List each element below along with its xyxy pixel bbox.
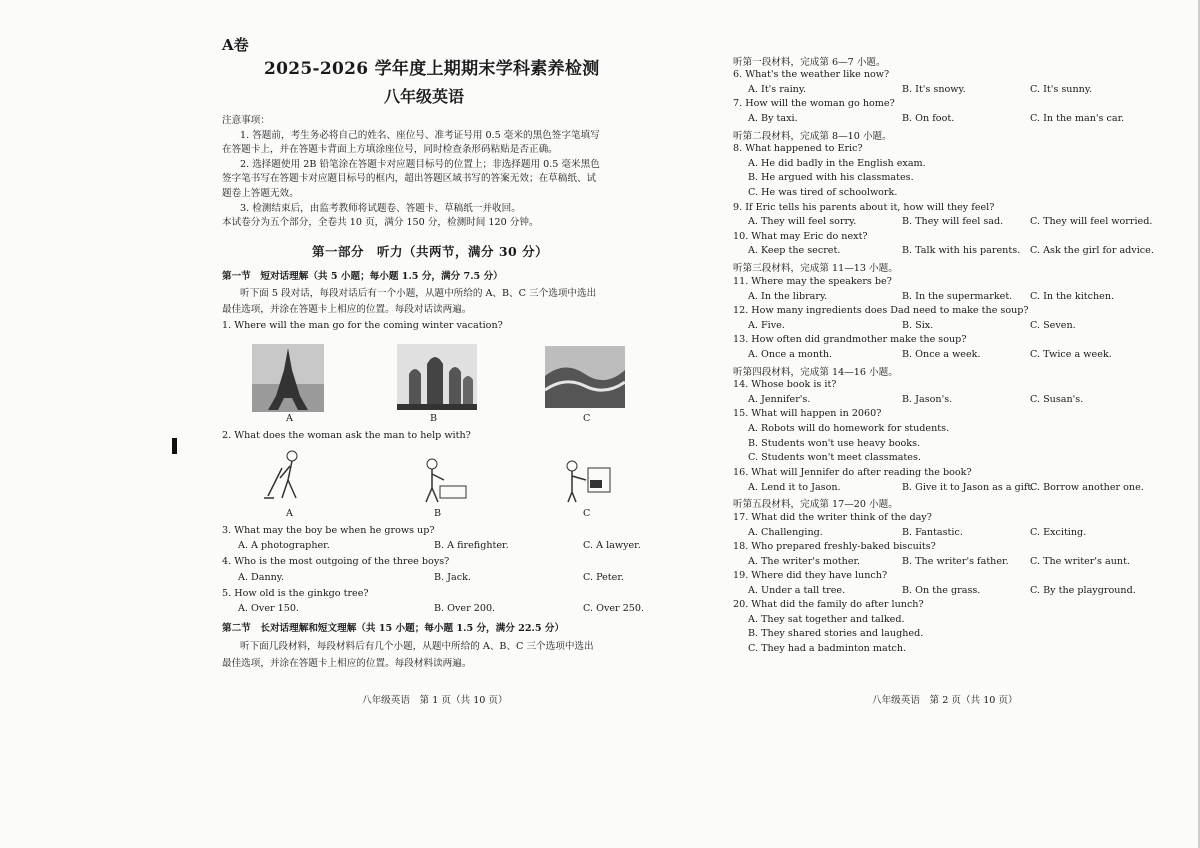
q5-option-b: B. Over 200. [434,603,496,614]
q6-text: 6. What's the weather like now? [733,69,890,80]
q1-label-b: B [430,413,438,424]
material-5: 听第五段材料，完成第 17—20 小题。 [733,499,898,510]
q13-option-b: B. Once a week. [902,349,981,360]
q18-option-c: C. The writer's aunt. [1030,556,1130,567]
q20-option-c: C. They had a badminton match. [748,643,907,654]
q19-text: 19. Where did they have lunch? [733,570,888,581]
q19-option-a: A. Under a tall tree. [748,585,846,596]
q9-option-b: B. They will feel sad. [902,216,1004,227]
cooking-image [560,458,616,504]
q13-option-c: C. Twice a week. [1030,349,1112,360]
q13-option-a: A. Once a month. [748,349,833,360]
q10-text: 10. What may Eric do next? [733,231,868,242]
q16-option-b: B. Give it to Jason as a gift. [902,482,1035,493]
q4-option-b: B. Jack. [434,572,471,583]
mopping-floor-image [262,448,314,504]
q20-option-a: A. They sat together and talked. [748,614,905,625]
q20-option-b: B. They shared stories and laughed. [748,628,924,639]
q1-label-c: C [583,413,591,424]
great-wall-image [545,346,625,408]
section1-title: 第一节 短对话理解（共 5 小题；每小题 1.5 分，满分 7.5 分） [222,271,503,282]
q7-option-a: A. By taxi. [748,113,798,124]
q2-label-c: C [583,508,591,519]
q1-text: 1. Where will the man go for the coming winter vacation? [222,320,503,331]
q4-text: 4. Who is the most outgoing of the three boys? [222,556,450,567]
q20-text: 20. What did the family do after lunch? [733,599,924,610]
q17-option-a: A. Challenging. [748,527,823,538]
q7-text: 7. How will the woman go home? [733,98,895,109]
q10-option-c: C. Ask the girl for advice. [1030,245,1154,256]
q10-option-a: A. Keep the secret. [748,245,841,256]
q2-text: 2. What does the woman ask the man to help with? [222,430,471,441]
exam-subtitle: 八年级英语 [384,87,465,106]
q3-option-b: B. A firefighter. [434,540,509,551]
q8-option-a: A. He did badly in the English exam. [748,158,926,169]
volume-label: A卷 [222,36,249,54]
q2-label-a: A [286,508,293,519]
note-line: 1. 答题前，考生务必将自己的姓名、座位号、准考证号用 0.5 毫米的黑色签字笔填写 [240,129,600,141]
q15-option-b: B. Students won't use heavy books. [748,438,921,449]
notes-block [222,114,642,231]
q11-option-c: C. In the kitchen. [1030,291,1115,302]
q18-option-a: A. The writer's mother. [748,556,861,567]
q19-option-c: C. By the playground. [1030,585,1136,596]
q4-option-c: C. Peter. [583,572,624,583]
section1-instr: 听下面 5 段对话，每段对话后有一个小题，从题中所给的 A、B、C 三个选项中选出 [240,288,597,299]
section2-title: 第二节 长对话理解和短文理解（共 15 小题；每小题 1.5 分，满分 22.5 分） [222,623,565,634]
q7-option-b: B. On foot. [902,113,955,124]
note-line: 2. 选择题使用 2B 铅笔涂在答题卡对应题目标号的位置上；非选择题用 0.5 毫米黑色 [240,158,600,170]
note-line: 本试卷分为五个部分，全卷共 10 页，满分 150 分，检测时间 120 分钟。 [222,217,539,229]
q6-option-a: A. It's rainy. [748,84,807,95]
q14-option-c: C. Susan's. [1030,394,1084,405]
q6-option-b: B. It's snowy. [902,84,966,95]
note-line: 题卷上答题无效。 [222,187,299,199]
q9-text: 9. If Eric tells his parents about it, how will they feel? [733,202,995,213]
q5-option-a: A. Over 150. [238,603,299,614]
q18-text: 18. Who prepared freshly-baked biscuits? [733,541,936,552]
q17-option-b: B. Fantastic. [902,527,963,538]
q13-text: 13. How often did grandmother make the soup? [733,334,967,345]
q1-label-a: A [286,413,293,424]
kremlin-image [397,344,477,410]
q16-option-a: A. Lend it to Jason. [748,482,841,493]
q12-option-a: A. Five. [748,320,785,331]
q3-option-a: A. A photographer. [238,540,330,551]
q15-option-a: A. Robots will do homework for students. [748,423,950,434]
eiffel-tower-image [252,344,324,412]
q15-text: 15. What will happen in 2060? [733,408,882,419]
note-line: 在答题卡上，并在答题卡背面上方填涂座位号，同时检查条形码粘贴是否正确。 [222,144,558,156]
material-4: 听第四段材料，完成第 14—16 小题。 [733,367,898,378]
q11-option-b: B. In the supermarket. [902,291,1013,302]
q9-option-a: A. They will feel sorry. [748,216,857,227]
q18-option-b: B. The writer's father. [902,556,1009,567]
section2-instr: 听下面几段材料，每段材料后有几个小题，从题中所给的 A、B、C 三个选项中选出 [240,641,594,652]
sweeping-image [410,456,470,506]
q11-option-a: A. In the library. [748,291,828,302]
notes-heading: 注意事项： [222,115,270,126]
q16-text: 16. What will Jennifer do after reading the book? [733,467,972,478]
q14-option-a: A. Jennifer's. [748,394,811,405]
q8-option-b: B. He argued with his classmates. [748,172,914,183]
q8-text: 8. What happened to Eric? [733,143,863,154]
q12-text: 12. How many ingredients does Dad need to make the soup? [733,305,1029,316]
note-line: 签字笔书写在答题卡对应题目标号的框内，超出答题区域书写的答案无效；在草稿纸、试 [222,173,597,185]
note-line: 3. 检测结束后，由监考教师将试题卷、答题卡、草稿纸一并收回。 [240,202,521,214]
material-1: 听第一段材料，完成第 6—7 小题。 [733,57,886,68]
q3-text: 3. What may the boy be when he grows up? [222,525,435,536]
q19-option-b: B. On the grass. [902,585,981,596]
section2-instr: 最佳选项，并涂在答题卡上相应的位置。每段材料读两遍。 [222,658,472,669]
q5-text: 5. How old is the ginkgo tree? [222,588,369,599]
scan-mark [172,438,177,454]
q3-option-c: C. A lawyer. [583,540,641,551]
material-2: 听第二段材料，完成第 8—10 小题。 [733,131,892,142]
q14-text: 14. Whose book is it? [733,379,837,390]
q16-option-c: C. Borrow another one. [1030,482,1144,493]
q7-option-c: C. In the man's car. [1030,113,1125,124]
section1-instr: 最佳选项，并涂在答题卡上相应的位置。每段对话读两遍。 [222,304,472,315]
q15-option-c: C. Students won't meet classmates. [748,452,921,463]
q12-option-b: B. Six. [902,320,934,331]
q9-option-c: C. They will feel worried. [1030,216,1153,227]
q8-option-c: C. He was tired of schoolwork. [748,187,898,198]
q17-option-c: C. Exciting. [1030,527,1087,538]
q4-option-a: A. Danny. [238,572,284,583]
q12-option-c: C. Seven. [1030,320,1076,331]
q10-option-b: B. Talk with his parents. [902,245,1021,256]
q14-option-b: B. Jason's. [902,394,953,405]
q11-text: 11. Where may the speakers be? [733,276,892,287]
exam-title: 2025-2026 学年度上期期末学科素养检测 [264,59,600,79]
q6-option-c: C. It's sunny. [1030,84,1093,95]
footer-right: 八年级英语 第 2 页（共 10 页） [872,695,1018,706]
q2-label-b: B [434,508,442,519]
q17-text: 17. What did the writer think of the day? [733,512,932,523]
q5-option-c: C. Over 250. [583,603,645,614]
material-3: 听第三段材料，完成第 11—13 小题。 [733,263,898,274]
footer-left: 八年级英语 第 1 页（共 10 页） [362,695,508,706]
part1-title: 第一部分 听力（共两节，满分 30 分） [312,244,549,259]
